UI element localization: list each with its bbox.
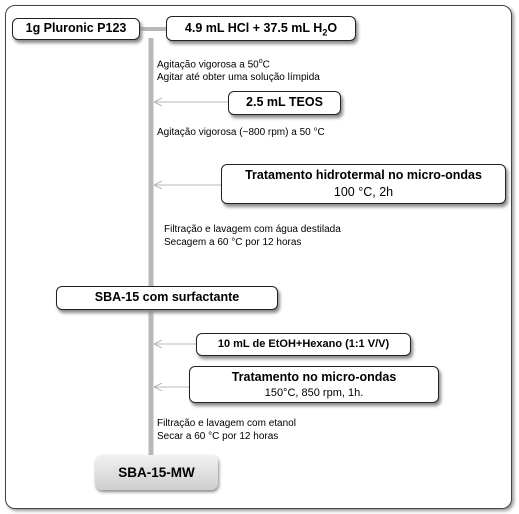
hydro-sub: 100 °C, 2h	[333, 185, 394, 199]
micro-title: Tratamento no micro-ondas	[231, 370, 397, 384]
final-product-box: SBA-15-MW	[95, 455, 218, 490]
micro-box	[189, 366, 439, 403]
step4-notes	[157, 417, 296, 443]
intermediate-box: SBA-15 com surfactante	[56, 286, 278, 310]
micro-sub: 150°C, 850 rpm, 1h.	[264, 387, 364, 399]
step1-note-line1: Agitação vigorosa a 50$^o$C	[157, 58, 270, 71]
step1-notes	[157, 55, 320, 84]
teos-box: 2.5 mL TEOS	[228, 91, 341, 115]
hydro-box	[221, 164, 506, 204]
solvent-box: 10 mL de EtOH+Hexano (1:1 V/V)	[196, 333, 411, 356]
step4-note-line1: Filtração e lavagem com etanol	[157, 418, 296, 429]
step3-note-line1: Filtração e lavagem com água destilada	[164, 224, 341, 235]
reagent-text: 4.9 mL HCl + 37.5 mL H	[184, 21, 323, 35]
step4-note-line2: Secar a 60 °C por 12 horas	[157, 431, 279, 442]
step3-note-line2: Secagem a 60 °C por 12 horas	[164, 237, 302, 248]
reagent-end: O	[327, 21, 338, 35]
start-box: 1g Pluronic P123	[12, 18, 140, 40]
step1-note-line2: Agitar até obter uma solução límpida	[157, 72, 320, 84]
hydro-title: Tratamento hidrotermal no micro-ondas	[245, 168, 482, 182]
reagent-subscript: 2	[322, 27, 328, 38]
step2-note: Agitação vigorosa (~800 rpm) a 50 °C	[157, 127, 325, 138]
step3-notes	[164, 223, 341, 249]
reagent-box	[166, 16, 356, 41]
